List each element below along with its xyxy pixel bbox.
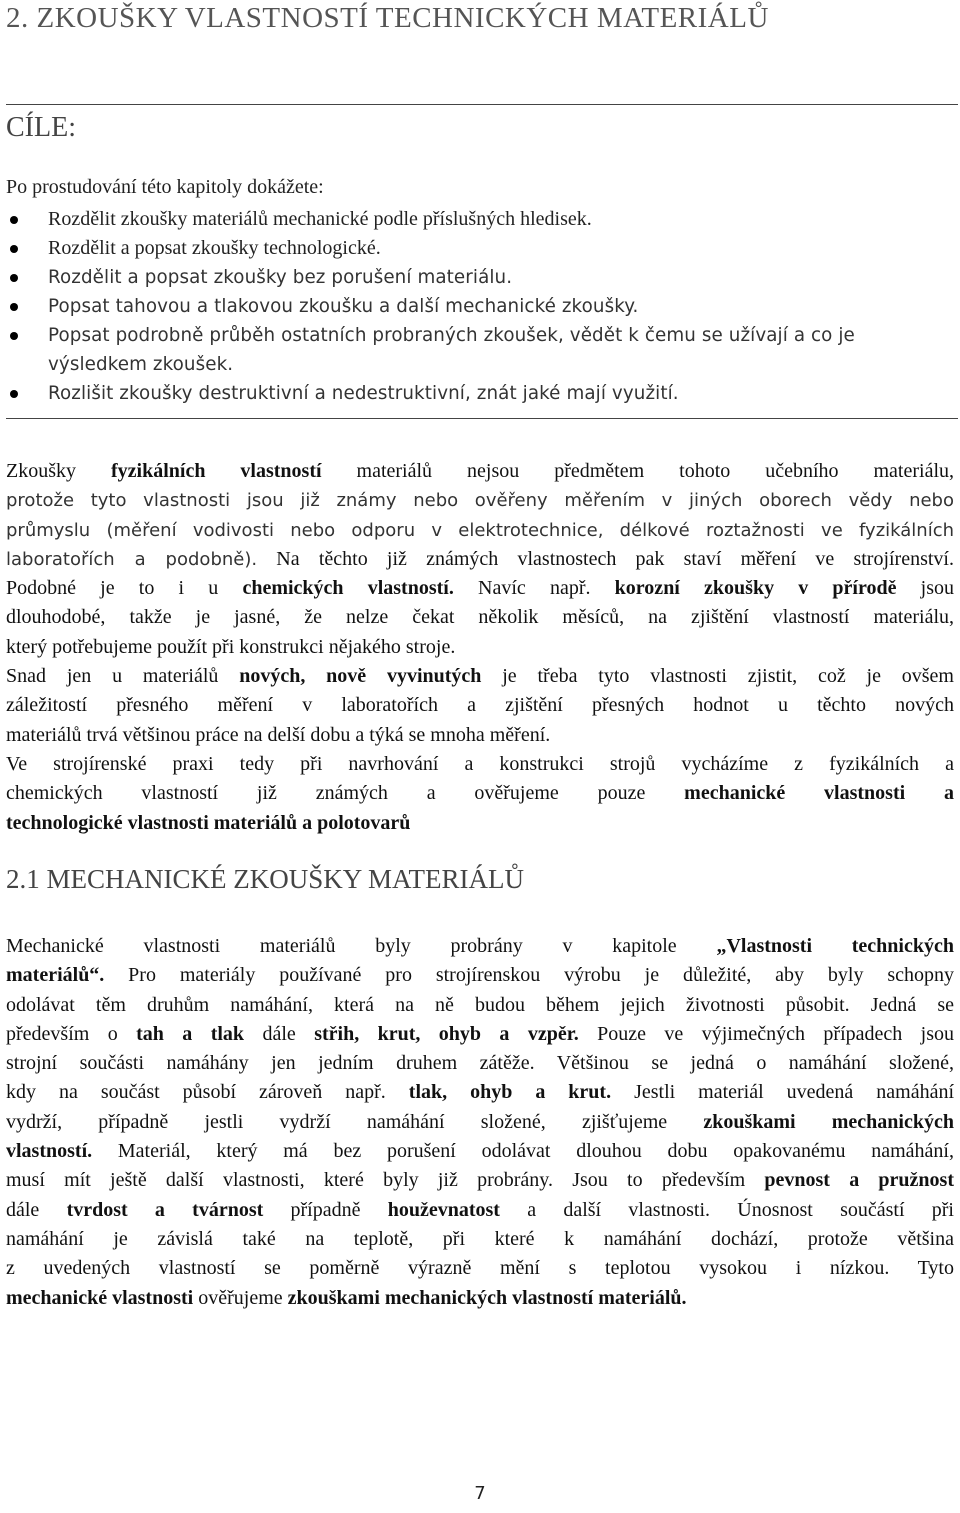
goals-bottom-rule <box>6 418 958 419</box>
bullet-icon <box>10 390 18 398</box>
goals-list <box>6 205 954 408</box>
section-title: 2.1 MECHANICKÉ ZKOUŠKY MATERIÁLŮ <box>6 864 524 894</box>
paragraph-physical-properties: Zkoušky fyzikálních vlastností materiálů nejsou předmětem tohoto učebního materiálu, protože tyto vlastnosti jsou již známy nebo ověřeny měřením v jiných oborech vědy nebo průmyslu (měření vodivosti nebo odporu v elektrotechnice, délkové roztažnosti ve fyzikálních laboratořích a podobně). Na těchto již známých vlastnostech pak staví měření ve strojírenství. Podobné je to i u chemických vlastností. Navíc např. korozní zkoušky v přírodě jsou dlouhodobé, takže je jasné, že nelze čekat několik měsíců, na zjištění vlastností materiálu, který potřebujeme použít při konstrukci nějakého stroje. <box>6 460 955 658</box>
goals-heading: CÍLE: <box>6 112 76 143</box>
paragraph-practice: Ve strojírenské praxi tedy při navrhování a konstrukci strojů vycházíme z fyzikálních a chemických vlastností již známých a ověřujeme pouze mechanické vlastnosti a technologické vlastnosti materiálů a polotovarů <box>6 753 954 834</box>
goal-item: Popsat podrobně průběh ostatních probraných zkoušek, vědět k čemu se užívají a co je výsledkem zkoušek. <box>6 321 954 379</box>
paragraph-mechanical-tests: Mechanické vlastnosti materiálů byly probrány v kapitole „Vlastnosti technických materiálů“. Pro materiály používané pro strojírenskou výrobu je důležité, aby byly schopny odolávat těm druhům namáhání, která na ně budou během jejich životnosti působit. Jedná se především o tah a tlak dále střih, krut, ohyb a vzpěr. Pouze ve výjimečných případech jsou strojní součásti namáhány jen jedním druhem zátěže. Většinou se jedná o namáhání složené, kdy na součást působí zároveň např. tlak, ohyb a krut. Jestli materiál uvedená namáhání vydrží, případně jestli vydrží namáhání složené, zjišťujeme zkouškami mechanických vlastností. Materiál, který má bez porušení odolávat dlouhou dobu opakovanému namáhání, musí mít ještě další vlastnosti, které byly již probrány. Jsou to především pevnost a pružnost dále tvrdost a tvárnost případně houževnatost a další vlastnosti. Únosnost součástí při namáhání je závislá také na teplotě, při které k namáhání dochází, protože většina z uvedených vlastností se poměrně výrazně mění s teplotou vysokou i nízkou. Tyto mechanické vlastnosti ověřujeme zkouškami mechanických vlastností materiálů. <box>6 935 955 1309</box>
page-number: 7 <box>474 1483 486 1504</box>
paragraph-new-materials: Snad jen u materiálů nových, nově vyvinutých je třeba tyto vlastnosti zjistit, což je ovšem záležitostí přesného měření v laboratořích a zjištění přesných hodnot u těchto nových materiálů trvá většinou práce na delší dobu a týká se mnoha měření. <box>6 665 954 746</box>
goal-item: Rozdělit a popsat zkoušky technologické. <box>6 234 954 263</box>
goal-item: Rozlišit zkoušky destruktivní a nedestruktivní, znát jaké mají využití. <box>6 379 954 408</box>
goals-intro: Po prostudování této kapitoly dokážete: <box>6 176 324 198</box>
goal-item: Rozdělit zkoušky materiálů mechanické podle příslušných hledisek. <box>6 205 954 234</box>
goal-item: Rozdělit a popsat zkoušky bez porušení materiálu. <box>6 263 954 292</box>
bullet-icon <box>10 274 18 282</box>
bullet-icon <box>10 303 18 311</box>
bullet-icon <box>10 216 18 224</box>
goal-item: Popsat tahovou a tlakovou zkoušku a další mechanické zkoušky. <box>6 292 954 321</box>
top-rule <box>6 104 958 105</box>
chapter-title: 2. ZKOUŠKY VLASTNOSTÍ TECHNICKÝCH MATERIÁLŮ <box>6 2 769 34</box>
bullet-icon <box>10 245 18 253</box>
bullet-icon <box>10 332 18 340</box>
